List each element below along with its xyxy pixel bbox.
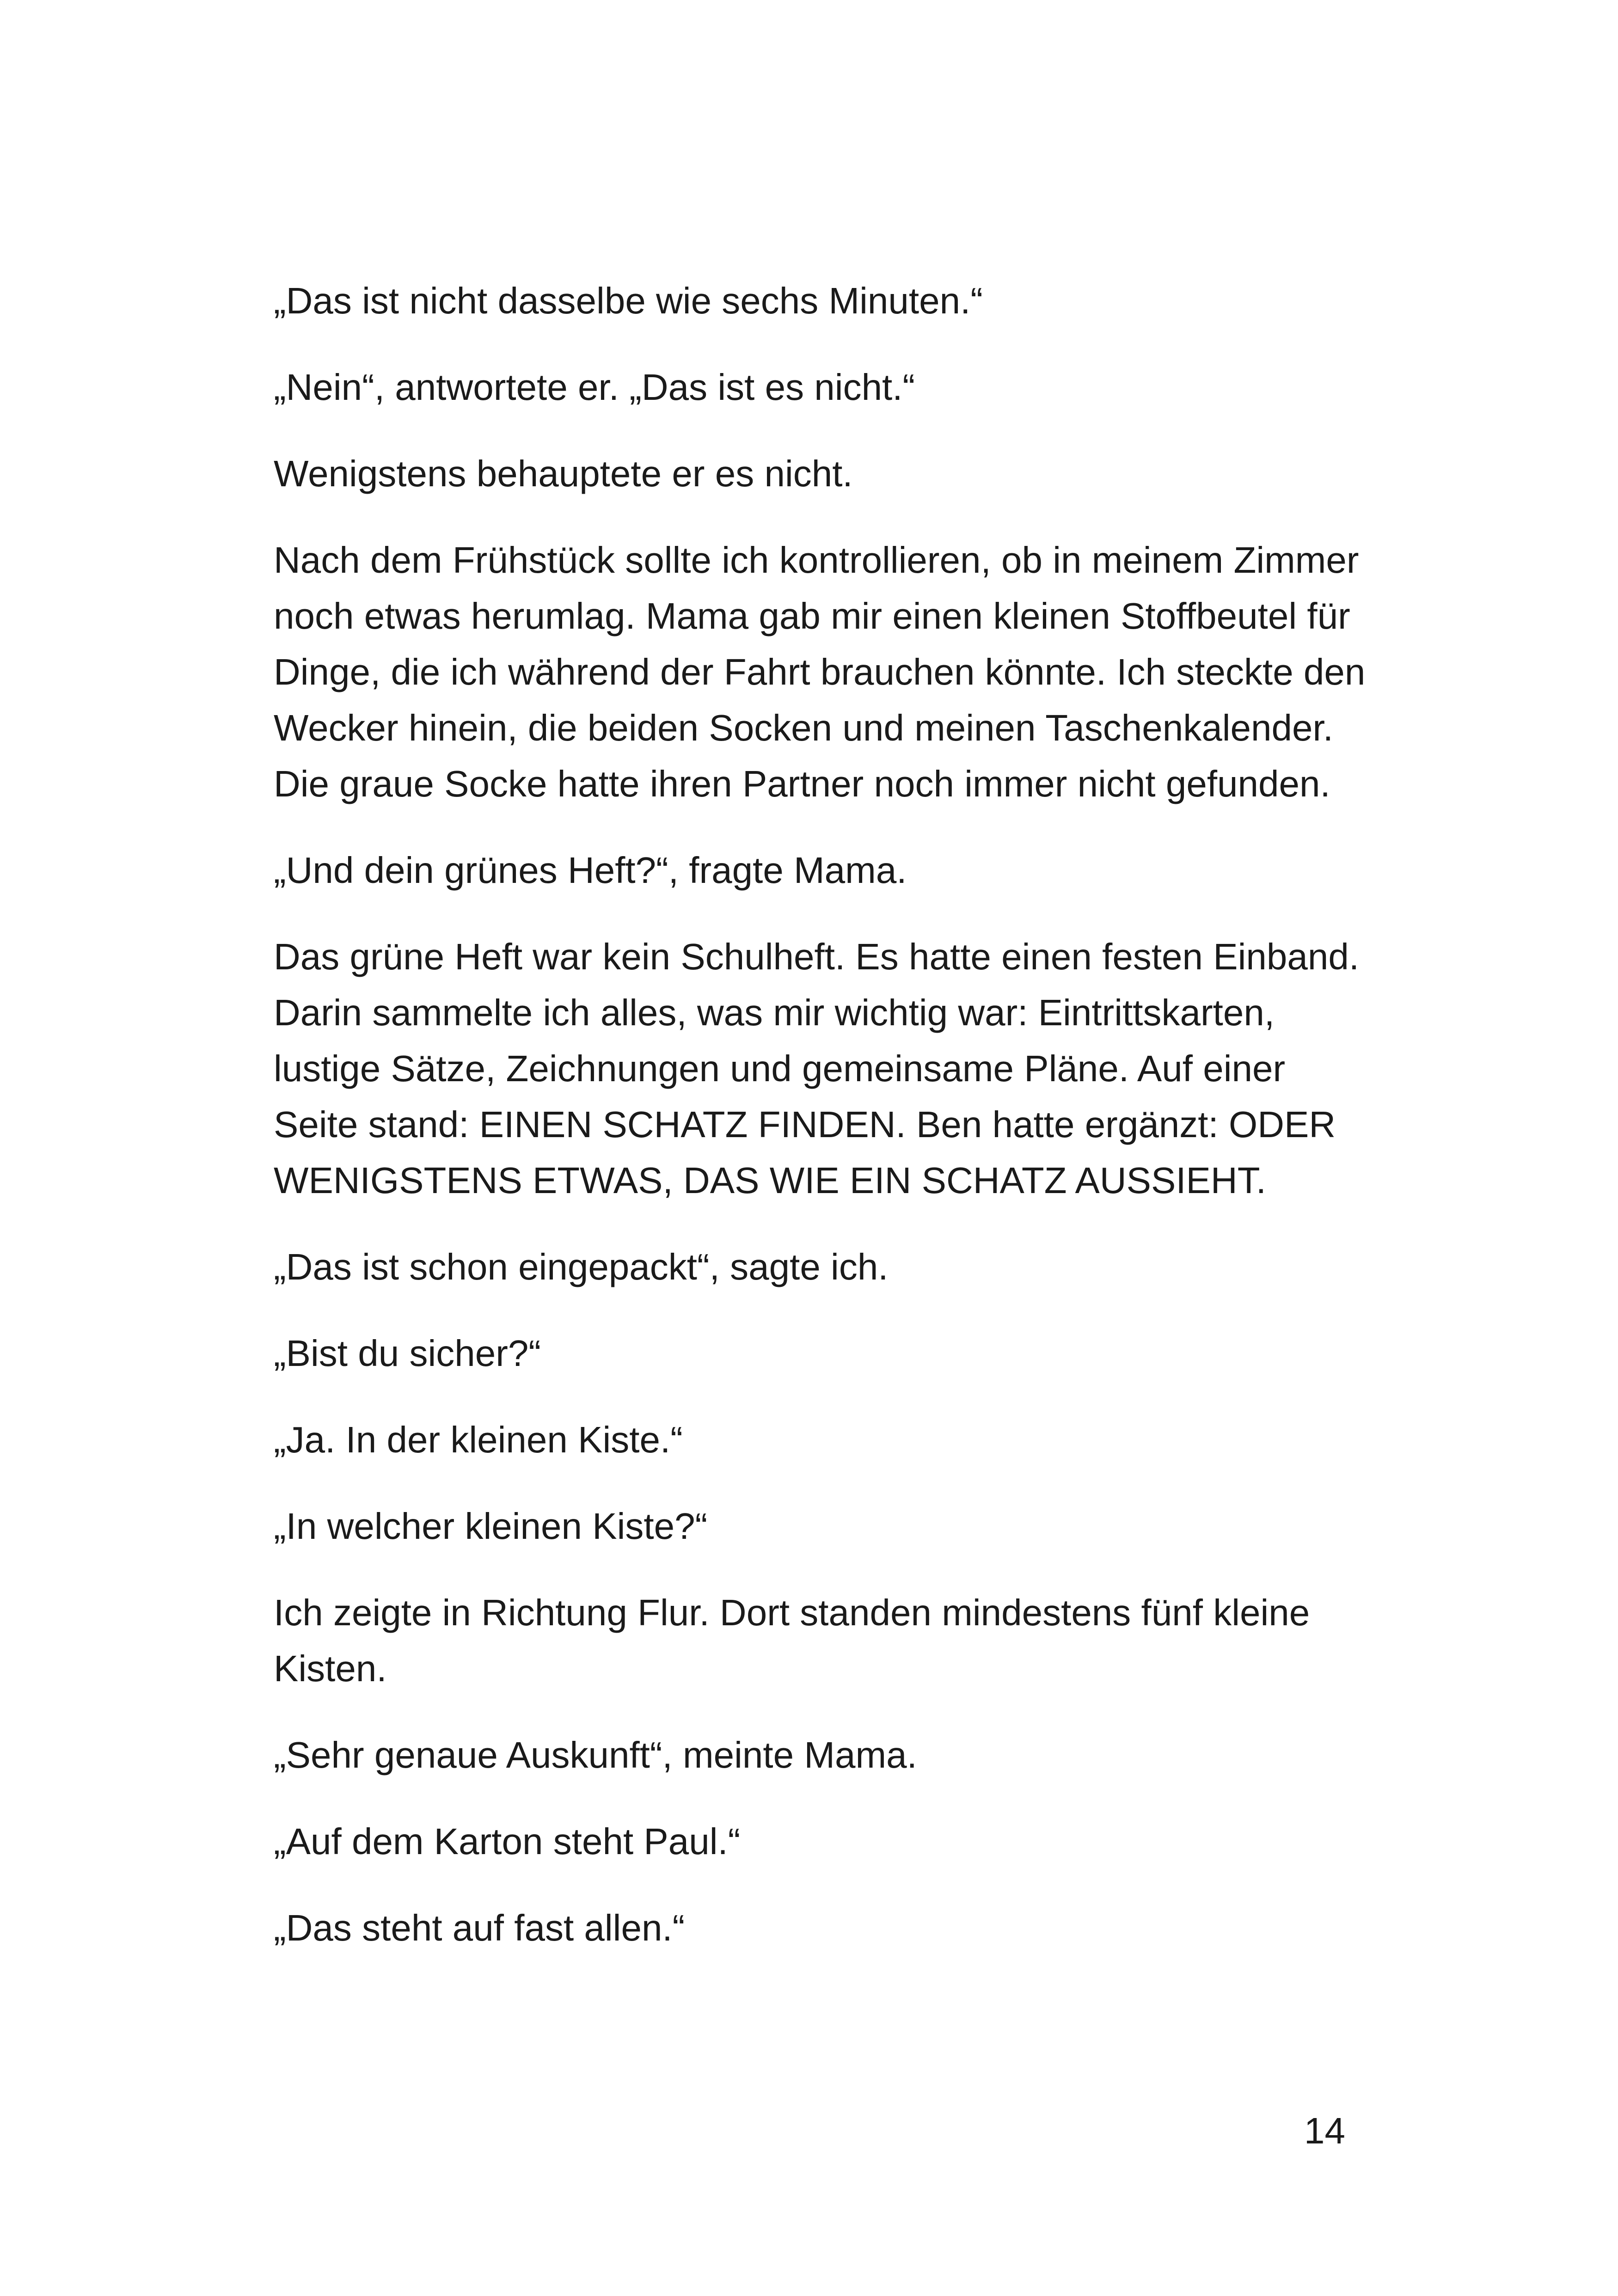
body-text [274,273,1374,1986]
paragraph: „Nein“, antwortete er. „Das ist es nicht.“ [274,367,915,408]
paragraph: Wenigstens behauptete er es nicht. [274,453,853,494]
paragraph: Nach dem Frühstück sollte ich kontrollieren, ob in meinem Zimmer noch etwas herumlag. Mama gab mir einen kleinen Stoffbeutel für Dinge, die ich während der Fahrt brauchen könnte. Ich steckte den Wecker hinein, die beiden Socken und meinen Taschenkalender. Die graue Socke hatte ihren Partner noch immer nicht gefunden. [274,539,1366,804]
paragraph: „Ja. In der kleinen Kiste.“ [274,1419,683,1460]
paragraph: „Auf dem Karton steht Paul.“ [274,1821,741,1862]
paragraph: Ich zeigte in Richtung Flur. Dort standen mindestens fünf kleine Kisten. [274,1592,1310,1689]
paragraph: „Sehr genaue Auskunft“, meinte Mama. [274,1734,917,1776]
page-number: 14 [1304,2110,1345,2151]
paragraph: „Das steht auf fast allen.“ [274,1907,685,1948]
paragraph: „Das ist schon eingepackt“, sagte ich. [274,1246,889,1287]
paragraph: „Und dein grünes Heft?“, fragte Mama. [274,850,907,891]
paragraph: „In welcher kleinen Kiste?“ [274,1506,708,1547]
paragraph: „Bist du sicher?“ [274,1333,541,1374]
paragraph: Das grüne Heft war kein Schulheft. Es hatte einen festen Einband. Darin sammelte ich alles, was mir wichtig war: Eintrittskarten, lustige Sätze, Zeichnungen und gemeinsame Pläne. Auf einer Seite stand: EINEN SCHATZ FINDEN. Ben hatte ergänzt: ODER WENIGSTENS ETWAS, DAS WIE EIN SCHATZ AUSSIEHT. [274,936,1360,1201]
paragraph: „Das ist nicht dasselbe wie sechs Minuten.“ [274,280,983,321]
